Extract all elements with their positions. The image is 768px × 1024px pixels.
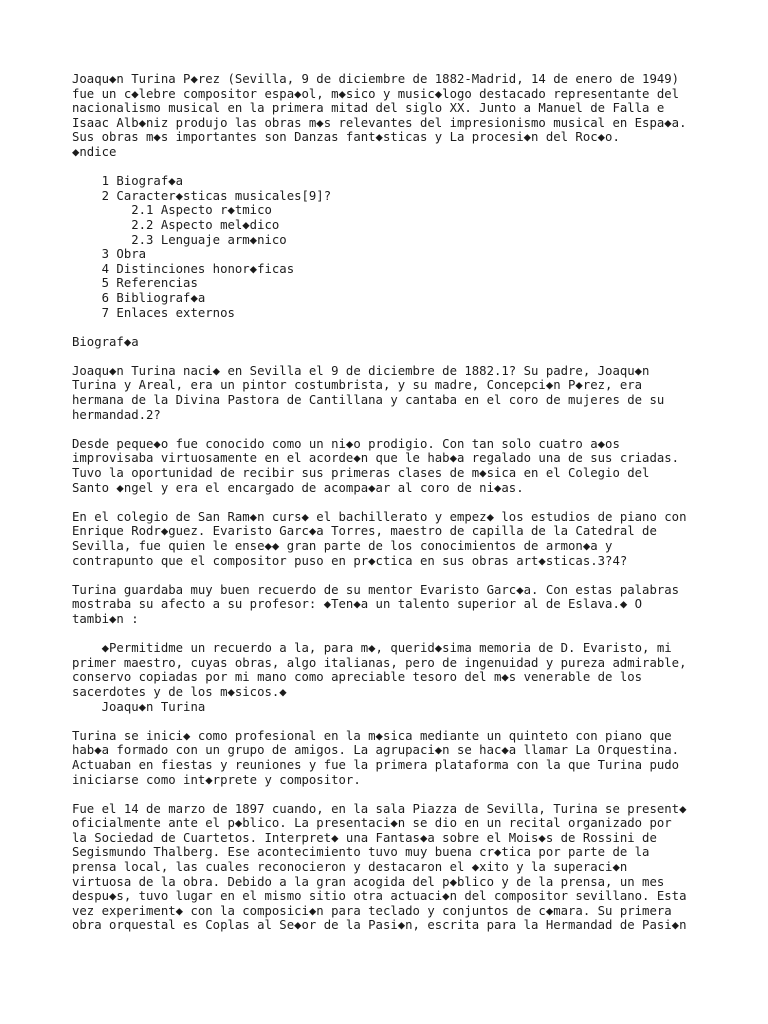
text-line: vez experiment◆ con la composici◆n para teclado y conjuntos de c◆mara. Su primera xyxy=(72,903,672,918)
table-of-contents xyxy=(72,174,732,320)
toc-item: 2.2 Aspecto mel◆dico xyxy=(72,217,280,232)
text-line: hermandad.2? xyxy=(72,407,161,422)
quote-block xyxy=(72,641,732,714)
blank-line xyxy=(72,320,732,335)
paragraph xyxy=(72,583,732,627)
text-line: hab◆a formado con un grupo de amigos. La agrupaci◆n se hac◆a llamar La Orquestina. xyxy=(72,743,680,758)
document-body xyxy=(72,72,732,933)
text-line: contrapunto que el compositor puso en pr◆ctica en sus obras art◆sticas.3?4? xyxy=(72,553,628,568)
text-line: despu◆s, tuvo lugar en el mismo sitio otra actuaci◆n del compositor sevillano. Esta xyxy=(72,889,687,904)
blank-line xyxy=(72,627,732,642)
toc-item: 2 Caracter◆sticas musicales[9]? xyxy=(72,188,332,203)
text-line: Joaqu◆n Turina P◆rez (Sevilla, 9 de diciembre de 1882-Madrid, 14 de enero de 1949) xyxy=(72,72,680,86)
quote-line: conservo copiadas por mi mano como apreciable tesoro del m◆s venerable de los xyxy=(72,670,643,685)
text-line: Isaac Alb◆niz produjo las obras m◆s relevantes del impresionismo musical en Espa◆a. xyxy=(72,115,687,130)
toc-item: 1 Biograf◆a xyxy=(72,174,184,189)
blank-line xyxy=(72,349,732,364)
section-heading: Biograf◆a xyxy=(72,334,139,349)
quote-line: ◆Permitidme un recuerdo a la, para m◆, querid◆sima memoria de D. Evaristo, mi xyxy=(72,641,672,656)
toc-item: 3 Obra xyxy=(72,247,147,262)
text-line: nacionalismo musical en la primera mitad del siglo XX. Junto a Manuel de Falla e xyxy=(72,101,665,116)
blank-line xyxy=(72,422,732,437)
text-line: iniciarse como int◆rprete y compositor. xyxy=(72,772,361,787)
toc-item: 2.1 Aspecto r◆tmico xyxy=(72,203,272,218)
quote-line: sacerdotes y de los m◆sicos.◆ xyxy=(72,684,287,699)
toc-item: 4 Distinciones honor◆ficas xyxy=(72,261,295,276)
text-line: Turina guardaba muy buen recuerdo de su mentor Evaristo Garc◆a. Con estas palabras xyxy=(72,582,680,597)
blank-line xyxy=(72,568,732,583)
text-line: Tuvo la oportunidad de recibir sus primeras clases de m◆sica en el Colegio del xyxy=(72,466,650,481)
text-line: hermana de la Divina Pastora de Cantillana y cantaba en el coro de mujeres de su xyxy=(72,393,665,408)
toc-item: 5 Referencias xyxy=(72,276,198,291)
paragraph xyxy=(72,364,732,422)
text-line: Turina y Areal, era un pintor costumbrista, y su madre, Concepci◆n P◆rez, era xyxy=(72,378,643,393)
text-line: Enrique Rodr◆guez. Evaristo Garc◆a Torres, maestro de capilla de la Catedral de xyxy=(72,524,657,539)
quote-line: primer maestro, cuyas obras, algo italianas, pero de ingenuidad y pureza admirable, xyxy=(72,655,687,670)
text-line: Fue el 14 de marzo de 1897 cuando, en la sala Piazza de Sevilla, Turina se present◆ xyxy=(72,801,687,816)
text-line: En el colegio de San Ram◆n curs◆ el bachillerato y empez◆ los estudios de piano con xyxy=(72,509,687,524)
index-heading: ◆ndice xyxy=(72,144,117,159)
text-line: Actuaban en fiestas y reuniones y fue la primera plataforma con la que Turina pudo xyxy=(72,757,680,772)
paragraph xyxy=(72,437,732,495)
intro-paragraph xyxy=(72,72,732,160)
paragraph xyxy=(72,510,732,568)
toc-item: 2.3 Lenguaje arm◆nico xyxy=(72,232,287,247)
text-line: Sevilla, fue quien le ense◆◆ gran parte de los conocimientos de armon◆a y xyxy=(72,539,613,553)
text-line: prensa local, las cuales reconocieron y destacaron el ◆xito y la superaci◆n xyxy=(72,860,628,875)
text-line: Santo ◆ngel y era el encargado de acompa◆ar al coro de ni◆as. xyxy=(72,480,524,495)
text-line: Joaqu◆n Turina naci◆ en Sevilla el 9 de diciembre de 1882.1? Su padre, Joaqu◆n xyxy=(72,363,650,378)
text-line: mostraba su afecto a su profesor: ◆Ten◆a un talento superior al de Eslava.◆ O xyxy=(72,597,643,612)
text-line: Turina se inici◆ como profesional en la m◆sica mediante un quinteto con piano que xyxy=(72,728,672,743)
toc-item: 6 Bibliograf◆a xyxy=(72,290,206,305)
blank-line xyxy=(72,160,732,175)
text-line: improvisaba virtuosamente en el acorde◆n que le hab◆a regalado una de sus criadas. xyxy=(72,451,680,466)
text-line: Segismundo Thalberg. Ese acontecimiento tuvo muy buena cr◆tica por parte de la xyxy=(72,845,650,860)
text-line: la Sociedad de Cuartetos. Interpret◆ una Fantas◆a sobre el Mois◆s de Rossini de xyxy=(72,830,657,845)
paragraph xyxy=(72,729,732,787)
quote-attribution: Joaqu◆n Turina xyxy=(72,699,206,714)
blank-line xyxy=(72,714,732,729)
blank-line xyxy=(72,495,732,510)
text-line: virtuosa de la obra. Debido a la gran acogida del p◆blico y de la prensa, un mes xyxy=(72,874,665,889)
text-line: oficialmente ante el p◆blico. La presentaci◆n se dio en un recital organizado por xyxy=(72,816,672,831)
text-line: tambi◆n : xyxy=(72,611,139,626)
text-line: obra orquestal es Coplas al Se◆or de la Pasi◆n, escrita para la Hermandad de Pasi◆n xyxy=(72,918,687,933)
text-line: Desde peque◆o fue conocido como un ni◆o prodigio. Con tan solo cuatro a◆os xyxy=(72,436,620,451)
paragraph xyxy=(72,802,732,933)
text-line: fue un c◆lebre compositor espa◆ol, m◆sico y music◆logo destacado representante del xyxy=(72,86,680,101)
text-line: Sus obras m◆s importantes son Danzas fant◆sticas y La procesi◆n del Roc◆o. xyxy=(72,130,620,145)
blank-line xyxy=(72,787,732,802)
toc-item: 7 Enlaces externos xyxy=(72,305,235,320)
